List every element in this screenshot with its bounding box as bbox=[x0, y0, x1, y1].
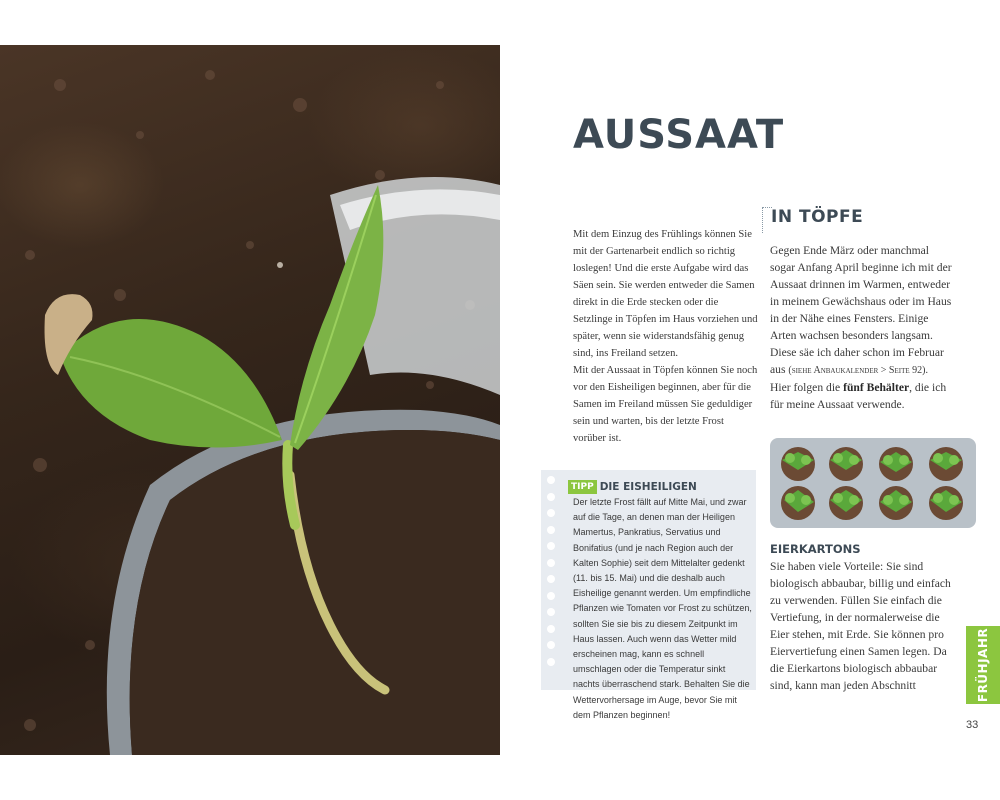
tip-header bbox=[568, 480, 697, 494]
section-pots-text bbox=[770, 242, 955, 413]
season-tab-label: FRÜHJAHR bbox=[976, 627, 990, 703]
section-heading-pots: IN TÖPFE bbox=[771, 207, 864, 227]
pots-text-bold: fünf Behälter bbox=[843, 381, 910, 394]
section-pots-body bbox=[770, 242, 955, 413]
seedling-photo bbox=[0, 45, 500, 755]
egg-carton-illustration bbox=[770, 438, 976, 528]
intro-paragraph: Mit dem Einzug des Frühlings können Sie mit der Gartenarbeit endlich so richtig loslegen! Und die erste Aufgabe wird das Säen sein. Sie werden entweder die Samen direkt in die Erde stecken oder die Setzlinge in Töpfen im Haus vorziehen und später, wenn sie widerstandsfähig genug sind, ins Freiland setzen. bbox=[573, 229, 758, 359]
calendar-reference: (siehe Anbaukalender > Seite 92). bbox=[788, 365, 928, 376]
tip-box bbox=[541, 470, 756, 720]
tip-title: DIE EISHEILIGEN bbox=[599, 481, 697, 493]
page-title: AUSSAAT bbox=[573, 112, 785, 158]
pots-text-c: , die ich für meine Aussaat verwende. bbox=[770, 381, 947, 411]
section-heading-egg-cartons: EIERKARTONS bbox=[770, 542, 861, 556]
season-tab bbox=[966, 626, 1000, 704]
heading-marker-vertical bbox=[762, 207, 763, 233]
tip-text: Der letzte Frost fällt auf Mitte Mai, und zwar auf die Tage, an denen man der Heiligen Mamertus, Pankratius, Servatius und Bonifatius (und je nach Region auch der Kalten Sophie) seit dem Mittelalter gedenkt (11. bis 15. Mai) und die deshalb auch Eisheilige genannt werden. Um empfindliche Pflanzen wie Tomaten vor Frost zu schützen, sollten Sie sie bis zu diesem Zeitpunkt im Haus lassen. Auch wenn das Wetter mild erscheinen mag, kann es schnell umschlagen oder die Temperatur sinkt nachts überraschend stark. Behalten Sie die Wettervorhersage im Auge, bevor Sie mit dem Pflanzen beginnen! bbox=[573, 497, 752, 720]
section-egg-body bbox=[770, 558, 955, 694]
tip-badge: TIPP bbox=[568, 480, 597, 494]
pots-text-b: Hier folgen die bbox=[770, 381, 841, 394]
intro-paragraph: Mit der Aussaat in Töpfen können Sie noch vor den Eisheiligen beginnen, aber für die Samen im Freiland müssen Sie geduldiger sein und warten, bis der letzte Frost vorüber ist. bbox=[573, 365, 758, 444]
seedling-illustration bbox=[0, 45, 500, 755]
section-egg-text: Sie haben viele Vorteile: Sie sind biologisch abbaubar, billig und einfach zu verwenden. Füllen Sie einfach die Vertiefung, in der normalerweise die Eier stehen, mit Erde. Sie können pro Eiervertiefung einen Samen legen. Da die Eierkartons biologisch abbaubar sind, kann man jeden Abschnitt bbox=[770, 560, 951, 692]
page-number: 33 bbox=[966, 719, 979, 731]
intro-text bbox=[573, 226, 758, 447]
notebook-holes bbox=[547, 476, 557, 674]
pots-text-a: Gegen Ende März oder manchmal sogar Anfang April beginne ich mit der Aussaat drinnen im Warmen, entweder in meinem Gewächshaus oder im Haus in der Nähe eines Fensters. Einige Arten wachsen besonders langsam. Diese säe ich daher schon im Februar aus bbox=[770, 244, 952, 376]
